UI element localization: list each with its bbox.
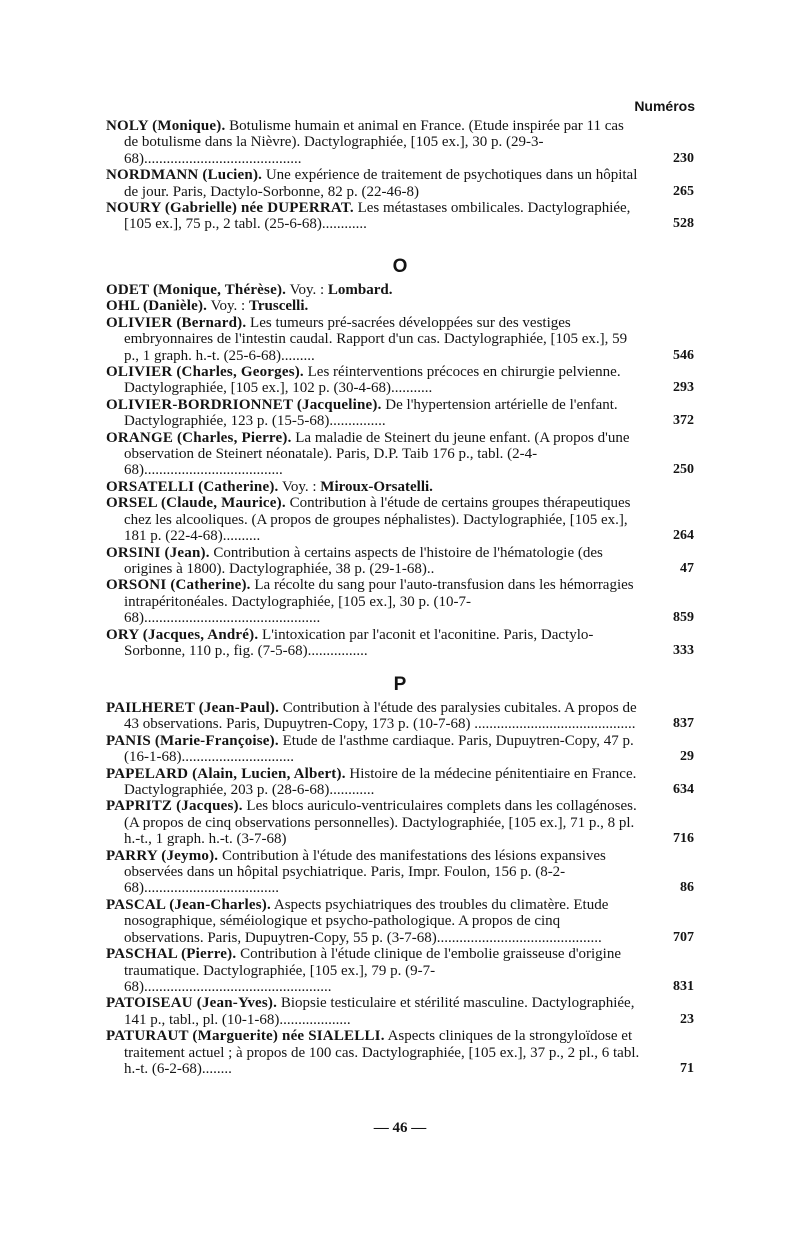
thesis-number: 23 <box>680 1011 694 1027</box>
index-entry <box>106 733 694 766</box>
author-name: OLIVIER-BORDRIONNET (Jacqueline). <box>106 396 382 413</box>
entry-body <box>106 700 640 733</box>
thesis-number: 29 <box>680 749 694 765</box>
page-number: — 46 — <box>373 1120 427 1136</box>
author-name: PANIS (Marie-Françoise). <box>106 732 279 749</box>
entry-text: Aspects psychiatriques des troubles du climatère. Etude nosographique, séméiologique et psycho-pathologique. A propos de cinq observations. Paris, Dupuytren-Copy, 55 p. (3-7-68)............................................ <box>124 896 609 946</box>
thesis-number: 528 <box>673 216 694 232</box>
author-name: ORANGE (Charles, Pierre). <box>106 429 292 446</box>
author-name: PAILHERET (Jean-Paul). <box>106 700 280 716</box>
entry-body <box>106 298 640 314</box>
entry-text: Botulisme humain et animal en France. (Etude inspirée par 11 cas de botulisme dans la Nièvre). Dactylographiée, [105 ex.], 30 p. (29-3-68).......................................... <box>124 118 624 167</box>
author-name: ORSINI (Jean). <box>106 544 210 561</box>
cross-reference: Miroux-Orsatelli. <box>320 478 433 495</box>
thesis-number: 546 <box>673 347 694 363</box>
index-entry <box>106 995 694 1028</box>
author-name: PARRY (Jeymo). <box>106 847 219 864</box>
entry-text: Les blocs auriculo-ventriculaires complets dans les collagénoses. (A propos de cinq observations personnelles). Dactylographiée, [105 ex.], 71 p., 8 pl. h.-t., 1 graph. h.-t. (3-7-68) <box>124 798 637 848</box>
author-name: PATOISEAU (Jean-Yves). <box>106 995 278 1012</box>
thesis-number: 47 <box>680 560 694 576</box>
thesis-number: 264 <box>673 528 694 544</box>
index-entry <box>106 545 694 578</box>
thesis-number: 230 <box>673 150 694 166</box>
index-entry <box>106 1028 694 1077</box>
entry-text: Les tumeurs pré-sacrées développées sur des vestiges embryonnaires de l'intestin caudal. Rapport d'un cas. Dactylographiée, [105 ex.], 59 p., 1 graph. h.-t. (25-6-68)......... <box>124 314 628 364</box>
entry-body <box>106 897 640 946</box>
entry-text: Histoire de la médecine pénitentiaire en France. Dactylographiée, 203 p. (28-6-68)............ <box>124 765 637 799</box>
thesis-number: 265 <box>673 183 694 199</box>
entry-body <box>106 430 640 479</box>
entry-body <box>106 167 640 200</box>
entry-body <box>106 946 640 995</box>
entry-body <box>106 995 640 1028</box>
author-name: PATURAUT (Marguerite) née SIALELLI. <box>106 1028 385 1045</box>
index-entry <box>106 897 694 946</box>
author-name: ORSEL (Claude, Maurice). <box>106 495 286 512</box>
entry-body <box>106 282 640 298</box>
author-name: ODET (Monique, Thérèse). <box>106 282 287 298</box>
section-p <box>106 670 694 1077</box>
entry-body <box>106 315 640 364</box>
index-entry <box>106 627 694 660</box>
entry-text: La maladie de Steinert du jeune enfant. (A propos d'une observation de Steinert néonatale). Paris, D.P. Taib 176 p., tabl. (2-4-68)..................................... <box>124 429 630 479</box>
author-name: PASCHAL (Pierre). <box>106 946 237 963</box>
index-entry <box>106 479 694 495</box>
entry-text: De l'hypertension artérielle de l'enfant. Dactylographiée, 123 p. (15-5-68)............... <box>124 396 618 430</box>
index-entry <box>106 364 694 397</box>
index-entry <box>106 167 694 200</box>
section-letter: O <box>392 256 408 277</box>
thesis-number: 859 <box>673 610 694 626</box>
index-entry <box>106 577 694 626</box>
author-name: PAPELARD (Alain, Lucien, Albert). <box>106 765 346 782</box>
entry-body <box>106 479 640 495</box>
entry-text: L'intoxication par l'aconit et l'aconitine. Paris, Dactylo-Sorbonne, 110 p., fig. (7-5-68)................ <box>124 626 594 659</box>
author-name: PAPRITZ (Jacques). <box>106 798 243 815</box>
entry-text: La récolte du sang pour l'auto-transfusion dans les hémorragies intrapéritonéales. Dactylographiée, [105 ex.], 30 p. (10-7-68)............................................... <box>124 577 634 627</box>
entry-body <box>106 577 640 626</box>
entry-body <box>106 1028 640 1077</box>
thesis-number: 71 <box>680 1060 694 1076</box>
entry-text: Biopsie testiculaire et stérilité masculine. Dactylographiée, 141 p., tabl., pl. (10-1-68)................... <box>124 995 635 1028</box>
index-entry <box>106 848 694 897</box>
entry-text: Aspects cliniques de la strongyloïdose et traitement actuel ; à propos de 100 cas. Dactylographiée, [105 ex.], 37 p., 2 pl., 6 tabl. h.-t. (6-2-68)........ <box>124 1028 640 1077</box>
entry-text: Etude de l'asthme cardiaque. Paris, Dupuytren-Copy, 47 p. (16-1-68).............................. <box>124 732 634 766</box>
author-name: OHL (Danièle). <box>106 298 208 315</box>
index-entry <box>106 798 694 847</box>
index-entry <box>106 946 694 995</box>
index-entry <box>106 118 694 167</box>
entry-body <box>106 495 640 544</box>
thesis-number: 333 <box>673 642 694 658</box>
entry-text: Les métastases ombilicales. Dactylographiée, [105 ex.], 75 p., 2 tabl. (25-6-68)............ <box>124 200 631 233</box>
author-name: ORSONI (Catherine). <box>106 577 251 594</box>
column-heading: Numéros <box>634 98 695 114</box>
entry-body <box>106 798 640 847</box>
entry-text: Contribution à l'étude de certains groupes thérapeutiques chez les alcooliques. (A propos de groupes néphalistes). Dactylographiée, [105 ex.], 181 p. (22-4-68).......... <box>124 495 631 545</box>
thesis-number: 716 <box>673 831 694 847</box>
index-entry <box>106 430 694 479</box>
index-entry <box>106 298 694 314</box>
thesis-number: 293 <box>673 380 694 396</box>
author-name: OLIVIER (Charles, Georges). <box>106 364 304 381</box>
entry-body <box>106 397 640 430</box>
entry-text: Une expérience de traitement de psychotiques dans un hôpital de jour. Paris, Dactylo-Sorbonne, 82 p. (22-46-8) <box>124 167 638 200</box>
author-name: ORSATELLI (Catherine). <box>106 478 279 495</box>
entry-text: Contribution à certains aspects de l'histoire de l'hématologie (des origines à 1800). Dactylographiée, 38 p. (29-1-68).. <box>124 544 603 577</box>
section-n <box>106 118 694 233</box>
entry-text: Voy. : <box>210 298 246 315</box>
entry-body <box>106 200 640 233</box>
thesis-number: 250 <box>673 462 694 478</box>
index-entry <box>106 315 694 364</box>
thesis-number: 837 <box>673 716 694 732</box>
cross-reference: Lombard. <box>327 282 393 298</box>
index-entry <box>106 397 694 430</box>
entry-text: Contribution à l'étude clinique de l'embolie graisseuse d'origine traumatique. Dactylographiée, [105 ex.], 79 p. (9-7-68).................................................. <box>124 946 622 995</box>
index-entry <box>106 700 694 733</box>
author-name: OLIVIER (Bernard). <box>106 314 247 331</box>
author-name: ORY (Jacques, André). <box>106 626 259 643</box>
author-name: PASCAL (Jean-Charles). <box>106 896 271 913</box>
author-name: NORDMANN (Lucien). <box>106 167 263 184</box>
entry-text: Voy. : <box>289 282 325 298</box>
section-o <box>106 252 694 659</box>
entry-text: Voy. : <box>281 478 317 495</box>
entry-body <box>106 733 640 766</box>
entry-text: Les réinterventions précoces en chirurgie pelvienne. Dactylographiée, [105 ex.], 102 p. (30-4-68)........... <box>124 364 621 397</box>
cross-reference: Truscelli. <box>248 298 309 315</box>
entry-body <box>106 118 640 167</box>
entry-text: Contribution à l'étude des paralysies cubitales. A propos de 43 observations. Paris, Dupuytren-Copy, 173 p. (10-7-68) ........................................... <box>124 700 637 733</box>
thesis-number: 634 <box>673 782 694 798</box>
entry-body <box>106 545 640 578</box>
entry-body <box>106 627 640 660</box>
entry-text: Contribution à l'étude des manifestations des lésions expansives observées dans un hôpital psychiatrique. Paris, Impr. Foulon, 156 p. (8-2-68).................................... <box>124 847 606 897</box>
index-entry <box>106 200 694 233</box>
thesis-number: 707 <box>673 929 694 945</box>
entry-body <box>106 364 640 397</box>
index-entry <box>106 766 694 799</box>
author-name: NOURY (Gabrielle) née DUPERRAT. <box>106 200 354 217</box>
thesis-number: 831 <box>673 978 694 994</box>
entry-body <box>106 848 640 897</box>
author-name: NOLY (Monique). <box>106 118 226 134</box>
index-entry <box>106 495 694 544</box>
index-entry <box>106 282 694 298</box>
thesis-number: 372 <box>673 413 694 429</box>
entry-body <box>106 766 640 799</box>
thesis-number: 86 <box>680 880 694 896</box>
section-letter: P <box>393 674 407 695</box>
